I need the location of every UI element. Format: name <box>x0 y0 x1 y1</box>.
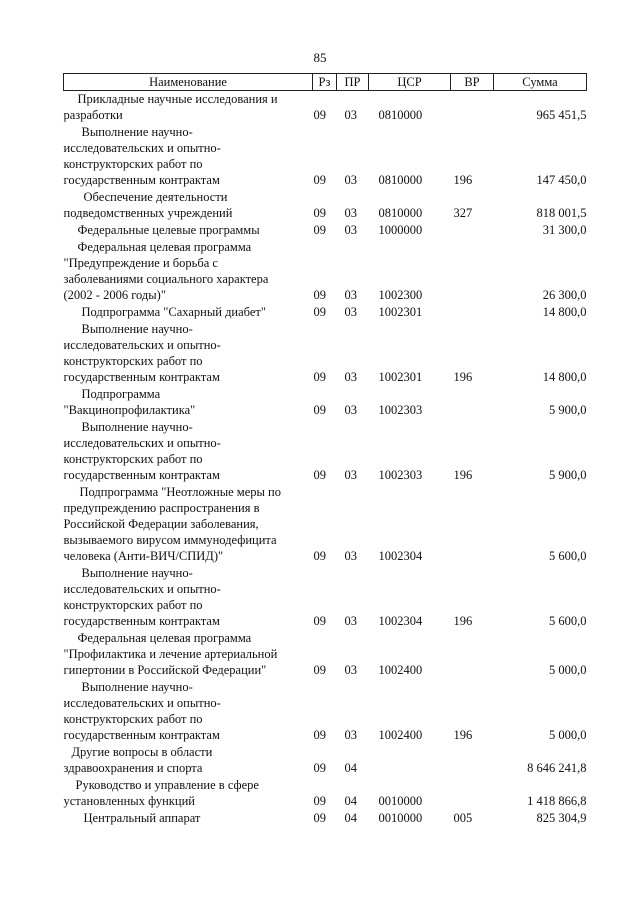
row-name-line: Прикладные научные исследования и <box>77 92 278 106</box>
table-row <box>64 321 587 386</box>
row-sum: 825 304,9 <box>536 811 587 825</box>
row-sum: 5 000,0 <box>549 663 587 677</box>
row-sum: 26 300,0 <box>542 288 587 302</box>
row-vr: 196 <box>453 370 473 384</box>
row-name <box>64 304 313 321</box>
row-name-line: Выполнение научно- <box>81 566 193 580</box>
row-name-line: Федеральная целевая программа <box>77 631 252 645</box>
row-csr: 1002300 <box>378 288 423 302</box>
row-name-line: Российской Федерации заболевания, <box>63 517 259 531</box>
row-csr: 0810000 <box>378 206 423 220</box>
row-name <box>64 744 313 777</box>
row-name-line: конструкторских работ по <box>63 157 203 171</box>
table-header-row <box>64 74 587 91</box>
row-name-line: Выполнение научно- <box>81 322 193 336</box>
row-csr: 1002304 <box>378 549 423 563</box>
row-name-line: предупреждению распространения в <box>63 501 260 515</box>
row-csr: 1002400 <box>378 728 423 742</box>
row-rz: 09 <box>313 728 326 742</box>
header-sum: Сумма <box>494 74 587 91</box>
row-name-line: "Профилактика и лечение артериальной <box>63 647 278 661</box>
row-csr: 0010000 <box>378 811 423 825</box>
row-rz: 09 <box>313 305 326 319</box>
row-name-line: Подпрограмма "Неотложные меры по <box>79 485 281 499</box>
row-rz: 09 <box>313 811 326 825</box>
row-csr <box>369 744 451 777</box>
row-rz: 09 <box>313 614 326 628</box>
row-csr: 0010000 <box>378 794 423 808</box>
row-name-line: государственным контрактам <box>63 468 220 482</box>
row-vr: 196 <box>453 728 473 742</box>
row-rz: 09 <box>313 403 326 417</box>
row-pr: 03 <box>344 173 357 187</box>
row-vr <box>451 484 494 565</box>
row-name-line: исследовательских и опытно- <box>63 696 221 710</box>
row-name-line: Выполнение научно- <box>81 125 193 139</box>
row-name-line: исследовательских и опытно- <box>63 436 221 450</box>
table-row <box>64 777 587 810</box>
budget-table <box>63 73 587 827</box>
table-row <box>64 810 587 827</box>
row-name <box>64 189 313 222</box>
row-name-line: конструкторских работ по <box>63 354 203 368</box>
row-name-line: разработки <box>63 108 123 122</box>
row-name-line: вызываемого вирусом иммунодефицита <box>63 533 277 547</box>
row-name-line: заболеваниями социального характера <box>63 272 269 286</box>
row-pr: 03 <box>344 288 357 302</box>
row-name <box>64 484 313 565</box>
table-row <box>64 304 587 321</box>
row-pr: 03 <box>344 223 357 237</box>
row-name <box>64 222 313 239</box>
row-vr <box>451 239 494 304</box>
row-sum: 14 800,0 <box>542 370 587 384</box>
table-row <box>64 419 587 484</box>
header-name: Наименование <box>64 74 313 91</box>
row-name-line: государственным контрактам <box>63 728 220 742</box>
row-name-line: Подпрограмма <box>81 387 161 401</box>
row-name-line: Выполнение научно- <box>81 420 193 434</box>
row-name-line: здравоохранения и спорта <box>63 761 203 775</box>
row-sum: 5 600,0 <box>549 614 587 628</box>
row-name <box>64 810 313 827</box>
row-rz: 09 <box>313 794 326 808</box>
table-row <box>64 744 587 777</box>
row-pr: 03 <box>344 663 357 677</box>
row-name-line: Другие вопросы в области <box>71 745 213 759</box>
row-name-line: государственным контрактам <box>63 614 220 628</box>
row-csr: 0810000 <box>378 173 423 187</box>
row-pr: 03 <box>344 468 357 482</box>
row-rz: 09 <box>313 223 326 237</box>
row-pr: 03 <box>344 403 357 417</box>
row-name <box>64 419 313 484</box>
row-pr: 03 <box>344 370 357 384</box>
row-csr: 1000000 <box>378 223 423 237</box>
row-rz: 09 <box>313 288 326 302</box>
row-vr <box>451 222 494 239</box>
row-rz: 09 <box>313 108 326 122</box>
row-sum: 5 900,0 <box>549 403 587 417</box>
header-csr: ЦСР <box>369 74 451 91</box>
row-name-line: исследовательских и опытно- <box>63 141 221 155</box>
row-vr <box>451 304 494 321</box>
row-name-line: Подпрограмма "Сахарный диабет" <box>81 305 266 319</box>
row-vr: 196 <box>453 468 473 482</box>
row-name-line: подведомственных учреждений <box>63 206 233 220</box>
row-name <box>64 386 313 419</box>
table-row <box>64 565 587 630</box>
row-name <box>64 679 313 744</box>
row-rz: 09 <box>313 468 326 482</box>
row-pr: 03 <box>344 549 357 563</box>
row-vr: 327 <box>453 206 473 220</box>
row-sum: 8 646 241,8 <box>527 761 587 775</box>
table-row <box>64 124 587 189</box>
row-name-line: установленных функций <box>63 794 195 808</box>
row-name-line: Центральный аппарат <box>83 811 201 825</box>
row-pr: 03 <box>344 728 357 742</box>
row-csr: 1002301 <box>378 370 423 384</box>
row-rz: 09 <box>313 206 326 220</box>
row-vr <box>451 777 494 810</box>
row-vr: 196 <box>453 614 473 628</box>
row-pr: 03 <box>344 305 357 319</box>
row-name-line: государственным контрактам <box>63 173 220 187</box>
row-name <box>64 777 313 810</box>
header-vr: ВР <box>451 74 494 91</box>
row-rz: 09 <box>313 761 326 775</box>
row-sum: 818 001,5 <box>536 206 587 220</box>
row-rz: 09 <box>313 173 326 187</box>
row-csr: 0810000 <box>378 108 423 122</box>
row-vr: 005 <box>453 811 473 825</box>
row-sum: 147 450,0 <box>536 173 587 187</box>
row-sum: 5 900,0 <box>549 468 587 482</box>
table-row <box>64 189 587 222</box>
row-name-line: конструкторских работ по <box>63 598 203 612</box>
row-csr: 1002303 <box>378 468 423 482</box>
row-sum: 5 000,0 <box>549 728 587 742</box>
header-pr: ПР <box>337 74 369 91</box>
header-rz: Рз <box>313 74 337 91</box>
row-rz: 09 <box>313 549 326 563</box>
table-row <box>64 484 587 565</box>
row-pr: 04 <box>344 761 357 775</box>
row-pr: 03 <box>344 206 357 220</box>
row-name-line: государственным контрактам <box>63 370 220 384</box>
table-row <box>64 91 587 125</box>
row-name-line: Руководство и управление в сфере <box>75 778 259 792</box>
row-rz: 09 <box>313 370 326 384</box>
row-name <box>64 124 313 189</box>
row-name-line: (2002 - 2006 годы)" <box>63 288 166 302</box>
row-name-line: "Вакцинопрофилактика" <box>63 403 196 417</box>
row-sum: 965 451,5 <box>536 108 587 122</box>
row-name-line: Федеральные целевые программы <box>77 223 260 237</box>
row-csr: 1002400 <box>378 663 423 677</box>
row-vr <box>451 386 494 419</box>
row-name <box>64 565 313 630</box>
table-body <box>64 91 587 828</box>
row-csr: 1002303 <box>378 403 423 417</box>
row-pr: 04 <box>344 811 357 825</box>
row-vr <box>451 630 494 679</box>
row-name-line: Выполнение научно- <box>81 680 193 694</box>
table-row <box>64 630 587 679</box>
row-csr: 1002304 <box>378 614 423 628</box>
table-row <box>64 679 587 744</box>
row-name <box>64 630 313 679</box>
row-name-line: исследовательских и опытно- <box>63 582 221 596</box>
row-name-line: Обеспечение деятельности <box>83 190 228 204</box>
row-name-line: гипертонии в Российской Федерации" <box>63 663 267 677</box>
row-sum: 31 300,0 <box>542 223 587 237</box>
row-pr: 04 <box>344 794 357 808</box>
row-name <box>64 239 313 304</box>
row-name-line: человека (Анти-ВИЧ/СПИД)" <box>63 549 224 563</box>
row-vr <box>451 744 494 777</box>
row-vr: 196 <box>453 173 473 187</box>
row-csr: 1002301 <box>378 305 423 319</box>
row-name-line: "Предупреждение и борьба с <box>63 256 218 270</box>
row-name <box>64 321 313 386</box>
row-vr <box>451 91 494 125</box>
table-row <box>64 239 587 304</box>
page-number: 85 <box>313 50 327 65</box>
row-name-line: исследовательских и опытно- <box>63 338 221 352</box>
row-name-line: конструкторских работ по <box>63 712 203 726</box>
row-pr: 03 <box>344 614 357 628</box>
table-row <box>64 222 587 239</box>
row-sum: 14 800,0 <box>542 305 587 319</box>
row-name-line: Федеральная целевая программа <box>77 240 252 254</box>
row-name <box>64 91 313 125</box>
row-pr: 03 <box>344 108 357 122</box>
row-sum: 1 418 866,8 <box>527 794 587 808</box>
row-name-line: конструкторских работ по <box>63 452 203 466</box>
table-row <box>64 386 587 419</box>
row-rz: 09 <box>313 663 326 677</box>
row-sum: 5 600,0 <box>549 549 587 563</box>
